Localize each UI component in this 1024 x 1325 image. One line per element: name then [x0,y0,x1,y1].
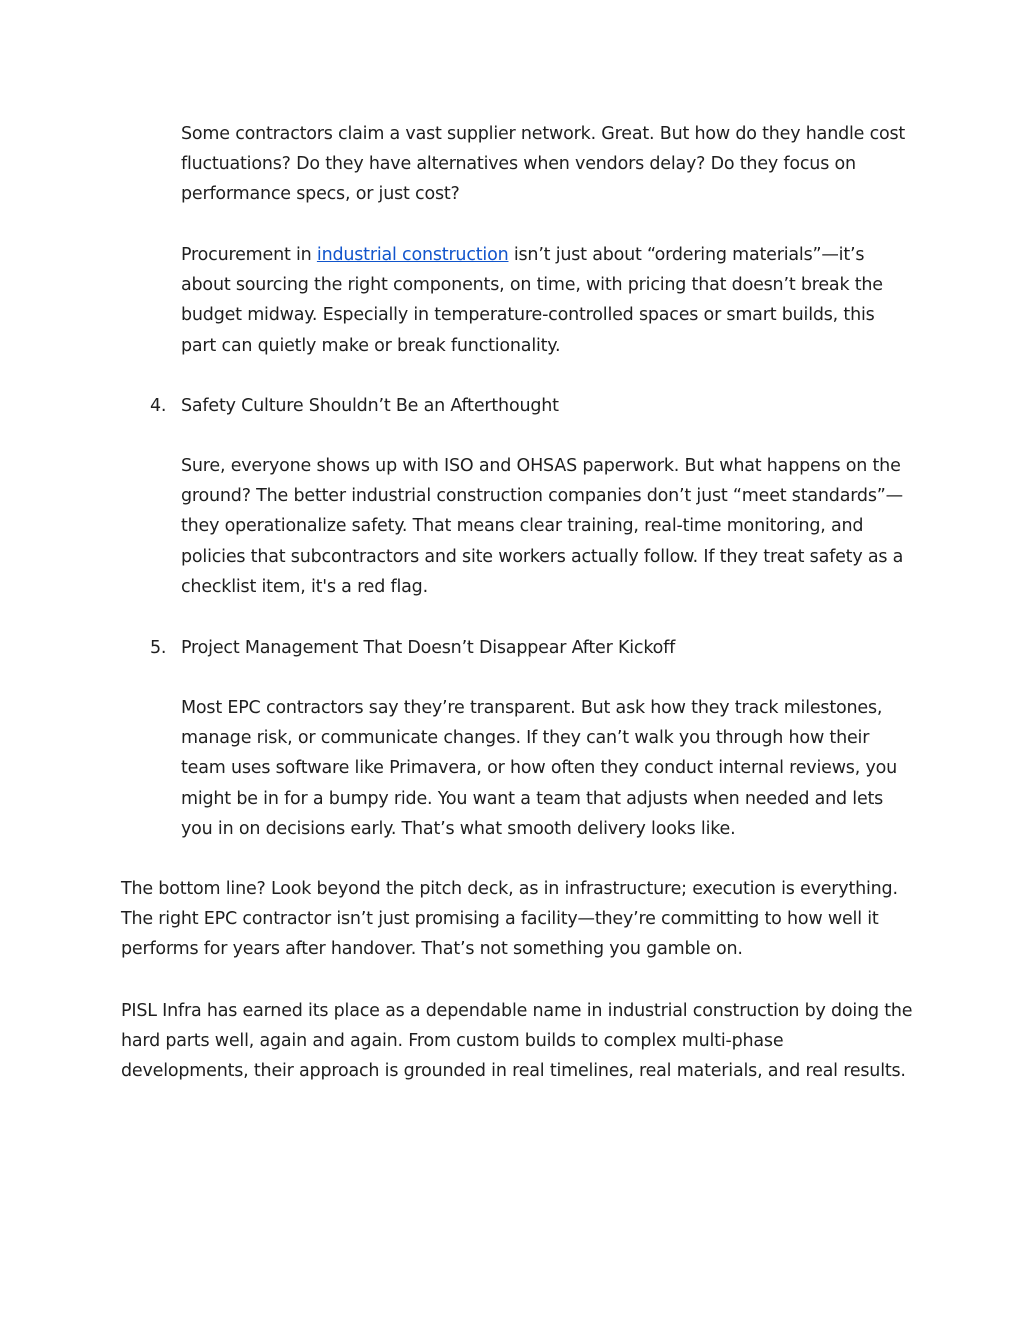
list-heading-safety-culture: Safety Culture Shouldn’t Be an Afterthought [181,396,559,416]
paragraph-supplier-network: Some contractors claim a vast supplier network. Great. But how do they handle cost fluctuations? Do they have alternatives when vendors delay? Do they focus on performance specs, or just cost? [181,124,906,205]
procurement-text-start: Procurement in [181,245,317,265]
paragraph-safety: Sure, everyone shows up with ISO and OHSAS paperwork. But what happens on the ground? The better industrial construction companies don’t just “meet standards”—they operationalize safety. That means clear training, real-time monitoring, and policies that subcontractors and site workers actually follow. If they treat safety as a checklist item, it's a red flag. [181,456,904,597]
industrial-construction-link[interactable]: industrial construction [316,245,509,265]
procurement-text-end: isn’t just about “ordering materials”—it’s about sourcing the right components, on time, with pricing that doesn’t break the budget midway. Especially in temperature-controlled spaces or smart builds, this part can quietly make or break functionality. [181,245,883,356]
list-item-safety-culture [150,391,910,421]
paragraph-pisl-infra: PISL Infra has earned its place as a dependable name in industrial construction by doing the hard parts well, again and again. From custom builds to complex multi-phase developments, their approach is grounded in real timelines, real materials, and real results. [121,1001,913,1082]
paragraph-project-management: Most EPC contractors say they’re transparent. But ask how they track milestones, manage risk, or communicate changes. If they can’t walk you through how their team uses software like Primavera, or how often they conduct internal reviews, you might be in for a bumpy ride. You want a team that adjusts when needed and lets you in on decisions early. That’s what smooth delivery looks like. [181,698,898,839]
list-number: 4. [150,396,167,416]
list-heading-project-management: Project Management That Doesn’t Disappear After Kickoff [181,638,676,658]
list-item-project-management [150,633,910,663]
paragraph-procurement [181,240,911,361]
paragraph-bottom-line: The bottom line? Look beyond the pitch deck, as in infrastructure; execution is everything. The right EPC contractor isn’t just promising a facility—they’re committing to how well it performs for years after handover. That’s not something you gamble on. [121,879,898,960]
list-number: 5. [150,638,167,658]
